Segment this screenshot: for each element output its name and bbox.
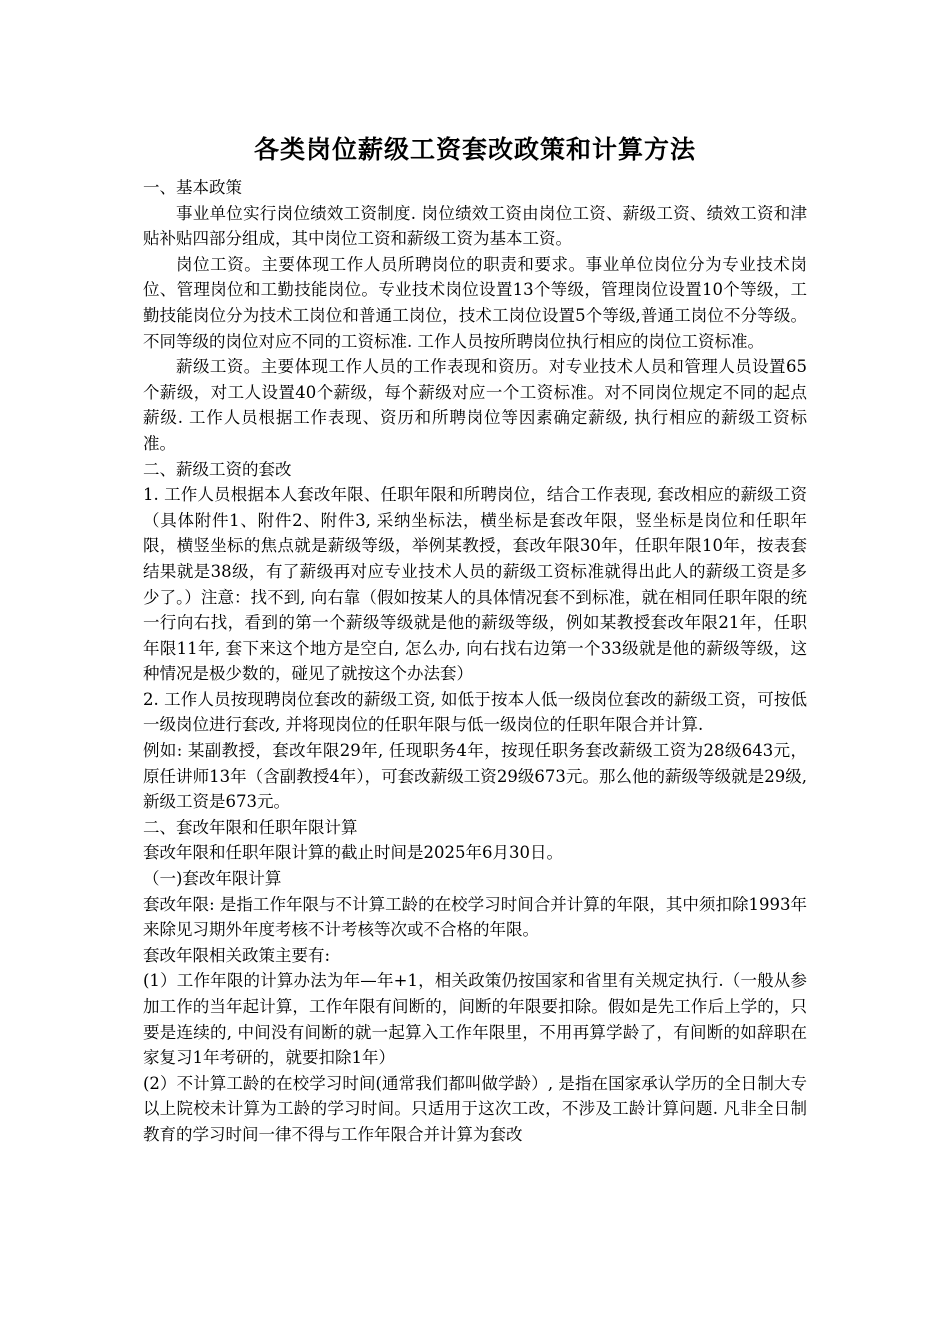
paragraph-conversion-example: 例如: 某副教授，套改年限29年, 任现职务4年，按现任职务套改薪级工资为28级643元，原任讲师13年（含副教授4年），可套改薪级工资29级673元。那么他的薪级等级就是29级, 新级工资是673元。 — [143, 741, 807, 812]
paragraph-position-wage: 岗位工资。主要体现工作人员所聘岗位的职责和要求。事业单位岗位分为专业技术岗位、管理岗位和工勤技能岗位。专业技术岗位设置13个等级，管理岗位设置10个等级，工勤技能岗位分为技术工岗位和普通工岗位，技术工岗位设置5个等级,普通工岗位不分等级。不同等级的岗位对应不同的工资标准. 工作人员按所聘岗位执行相应的岗位工资标准。 — [143, 254, 807, 351]
paragraph-related-policies-intro: 套改年限相关政策主要有: — [143, 945, 331, 965]
paragraph-conversion-rule-1: 1. 工作人员根据本人套改年限、任职年限和所聘岗位，结合工作表现, 套改相应的薪级工资（具体附件1、附件2、附件3, 采纳坐标法，横坐标是套改年限，竖坐标是岗位和任职年限，横竖坐标的焦点就是薪级等级，举例某教授，套改年限30年，任职年限10年，按表套结果就是38级，有了薪级再对应专业技术人员的薪级工资标准就得出此人的薪级工资是多少了。）注意：找不到, 向右靠（假如按某人的具体情况套不到标准，就在相同任职年限的统一行向右找，看到的第一个薪级等级就是他的薪级等级，例如某教授套改年限21年，任职年限11年, 套下来这个地方是空白, 怎么办, 向右找右边第一个33级就是他的薪级等级，这种情况是极少数的，碰见了就按这个办法套） — [143, 485, 807, 684]
document-page — [143, 133, 807, 1148]
paragraph-conversion-years-definition: 套改年限: 是指工作年限与不计算工龄的在校学习时间合并计算的年限，其中须扣除1993年来除见习期外年度考核不计考核等次或不合格的年限。 — [143, 894, 807, 940]
paragraph-cutoff-date: 套改年限和任职年限计算的截止时间是2025年6月30日。 — [143, 843, 563, 863]
paragraph-policy-item-2: (2）不计算工龄的在校学习时间(通常我们都叫做学龄）, 是指在国家承认学历的全日制大专以上院校未计算为工龄的学习时间。只适用于这次工改，不涉及工龄计算问题. 凡非全日制教育的学习时间一律不得与工作年限合并计算为套改 — [143, 1073, 807, 1144]
subheading-conversion-years: （一)套改年限计算 — [143, 869, 282, 889]
section-heading-salary-grade-conversion: 二、薪级工资的套改 — [143, 459, 292, 479]
document-title: 各类岗位薪级工资套改政策和计算方法 — [253, 135, 696, 164]
section-heading-years-calculation: 二、套改年限和任职年限计算 — [143, 817, 358, 837]
paragraph-policy-item-1: (1）工作年限的计算办法为年—年+1，相关政策仍按国家和省里有关规定执行.（一般从参加工作的当年起计算，工作年限有间断的，间断的年限要扣除。假如是先工作后上学的，只要是连续的, 中间没有间断的就一起算入工作年限里，不用再算学龄了，有间断的如辞职在家复习1年考研的，就要扣除1年） — [143, 971, 807, 1068]
paragraph-performance-wage-system: 事业单位实行岗位绩效工资制度. 岗位绩效工资由岗位工资、薪级工资、绩效工资和津贴补贴四部分组成，其中岗位工资和薪级工资为基本工资。 — [143, 203, 807, 249]
paragraph-salary-grade-wage: 薪级工资。主要体现工作人员的工作表现和资历。对专业技术人员和管理人员设置65个薪级，对工人设置40个薪级，每个薪级对应一个工资标准。对不同岗位规定不同的起点薪级. 工作人员根据工作表现、资历和所聘岗位等因素确定薪级, 执行相应的薪级工资标准。 — [143, 357, 807, 453]
paragraph-conversion-rule-2: 2. 工作人员按现聘岗位套改的薪级工资, 如低于按本人低一级岗位套改的薪级工资，可按低一级岗位进行套改, 并将现岗位的任职年限与低一级岗位的任职年限合并计算. — [143, 689, 807, 735]
section-heading-basic-policy: 一、基本政策 — [143, 178, 242, 197]
